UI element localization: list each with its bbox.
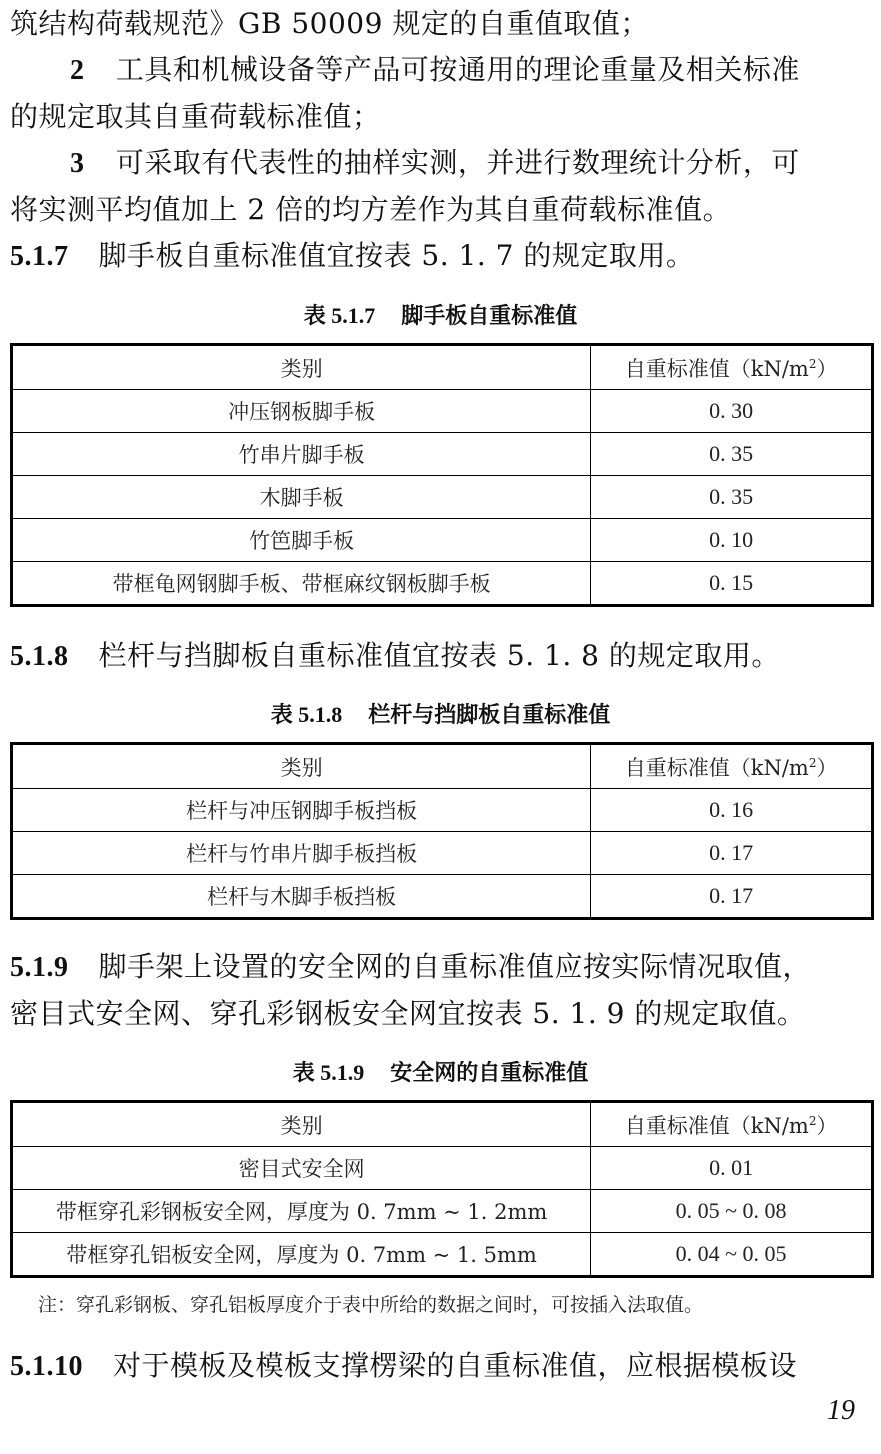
table-caption-number: 表 5.1.9 bbox=[292, 1060, 365, 1085]
value-cell: 0. 35 bbox=[591, 476, 873, 519]
table-caption bbox=[0, 301, 881, 332]
value-cell: 0. 30 bbox=[591, 390, 873, 433]
clause-number: 5.1.9 bbox=[10, 952, 69, 983]
value-cell: 0. 16 bbox=[591, 789, 873, 832]
column-header-category: 类别 bbox=[12, 1102, 591, 1147]
table-header-row bbox=[12, 1102, 873, 1147]
table-5-1-9 bbox=[10, 1100, 874, 1278]
category-cell: 带框穿孔铝板安全网，厚度为 0. 7mm ~ 1. 5mm bbox=[12, 1233, 591, 1277]
clause-5-1-10 bbox=[10, 1346, 881, 1387]
paragraph-line: 密目式安全网、穿孔彩钢板安全网宜按表 5. 1. 9 的规定取值。 bbox=[10, 997, 806, 1030]
category-cell: 带框龟网钢脚手板、带框麻纹钢板脚手板 bbox=[12, 562, 591, 606]
list-item-text: 可采取有代表性的抽样实测，并进行数理统计分析，可 bbox=[115, 146, 800, 179]
column-header-value: 自重标准值$(kN/m^2)$ bbox=[591, 345, 873, 390]
clause-text: 脚手板自重标准值宜按表 5. 1. 7 的规定取用。 bbox=[98, 239, 695, 272]
clause-5-1-9 bbox=[10, 947, 881, 988]
value-cell: 0. 15 bbox=[591, 562, 873, 606]
clause-text: 脚手架上设置的安全网的自重标准值应按实际情况取值， bbox=[98, 950, 812, 983]
table-caption-title: 安全网的自重标准值 bbox=[390, 1061, 589, 1086]
category-cell: 冲压钢板脚手板 bbox=[12, 390, 591, 433]
clause-text: 对于模板及模板支撑楞梁的自重标准值，应根据模板设 bbox=[113, 1349, 798, 1382]
value-cell: 0. 35 bbox=[591, 433, 873, 476]
table-5-1-8 bbox=[10, 742, 874, 920]
table-row bbox=[12, 433, 873, 476]
value-cell: 0. 05 ~ 0. 08 bbox=[591, 1190, 873, 1233]
table-row bbox=[12, 789, 873, 832]
table-row bbox=[12, 476, 873, 519]
table-caption-number: 表 5.1.7 bbox=[303, 303, 376, 328]
table-row bbox=[12, 875, 873, 919]
column-header-value: 自重标准值$(kN/m^2)$ bbox=[591, 1102, 873, 1147]
clause-5-1-7 bbox=[10, 236, 881, 277]
list-item-2 bbox=[0, 50, 881, 91]
value-cell: 0. 01 bbox=[591, 1147, 873, 1190]
category-cell: 栏杆与冲压钢脚手板挡板 bbox=[12, 789, 591, 832]
table-header-row bbox=[12, 345, 873, 390]
table-row bbox=[12, 519, 873, 562]
list-item-number: 3 bbox=[70, 148, 85, 179]
table-5-1-7 bbox=[10, 343, 874, 607]
value-cell: 0. 17 bbox=[591, 875, 873, 919]
value-cell: 0. 10 bbox=[591, 519, 873, 562]
paragraph-line: 将实测平均值加上 2 倍的均方差作为其自重荷载标准值。 bbox=[10, 193, 732, 226]
clause-5-1-8 bbox=[10, 636, 881, 677]
value-cell: 0. 17 bbox=[591, 832, 873, 875]
category-cell: 木脚手板 bbox=[12, 476, 591, 519]
table-row bbox=[12, 1147, 873, 1190]
category-cell: 竹串片脚手板 bbox=[12, 433, 591, 476]
table-caption-title: 栏杆与挡脚板自重标准值 bbox=[368, 703, 611, 728]
paragraph-line: 筑结构荷载规范》GB 50009 规定的自重值取值； bbox=[10, 7, 649, 40]
clause-text: 栏杆与挡脚板自重标准值宜按表 5. 1. 8 的规定取用。 bbox=[98, 639, 780, 672]
page-number: 19 bbox=[827, 1395, 855, 1426]
table-caption bbox=[0, 700, 881, 731]
table-row bbox=[12, 832, 873, 875]
table-note: 注：穿孔彩钢板、穿孔铝板厚度介于表中所给的数据之间时，可按插入法取值。 bbox=[38, 1294, 704, 1316]
table-caption-title: 脚手板自重标准值 bbox=[401, 304, 578, 329]
category-cell: 竹笆脚手板 bbox=[12, 519, 591, 562]
column-header-category: 类别 bbox=[12, 744, 591, 789]
table-caption-number: 表 5.1.8 bbox=[270, 702, 343, 727]
list-item-number: 2 bbox=[70, 55, 85, 86]
table-row bbox=[12, 1233, 873, 1277]
table-row bbox=[12, 562, 873, 606]
category-cell: 栏杆与竹串片脚手板挡板 bbox=[12, 832, 591, 875]
list-item-text: 工具和机械设备等产品可按通用的理论重量及相关标准 bbox=[115, 53, 800, 86]
category-cell: 栏杆与木脚手板挡板 bbox=[12, 875, 591, 919]
category-cell: 密目式安全网 bbox=[12, 1147, 591, 1190]
column-header-value: 自重标准值$(kN/m^2)$ bbox=[591, 744, 873, 789]
table-caption bbox=[0, 1058, 881, 1089]
clause-number: 5.1.8 bbox=[10, 641, 69, 672]
table-row bbox=[12, 390, 873, 433]
list-item-3 bbox=[0, 143, 881, 184]
table-header-row bbox=[12, 744, 873, 789]
clause-number: 5.1.10 bbox=[10, 1351, 83, 1382]
table-row bbox=[12, 1190, 873, 1233]
paragraph-line: 的规定取其自重荷载标准值； bbox=[10, 100, 381, 133]
clause-number: 5.1.7 bbox=[10, 241, 69, 272]
category-cell: 带框穿孔彩钢板安全网，厚度为 0. 7mm ~ 1. 2mm bbox=[12, 1190, 591, 1233]
value-cell: 0. 04 ~ 0. 05 bbox=[591, 1233, 873, 1277]
column-header-category: 类别 bbox=[12, 345, 591, 390]
